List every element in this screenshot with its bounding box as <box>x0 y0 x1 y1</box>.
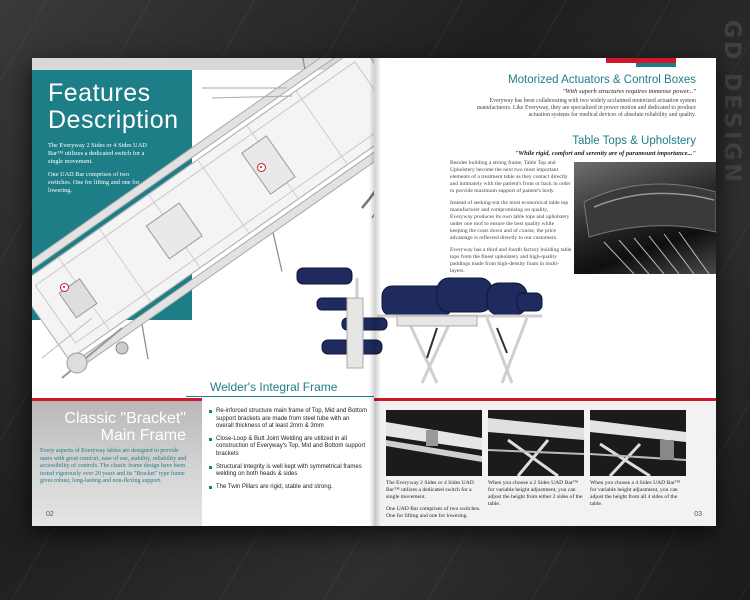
caption-1-p1: The Everyway 2 Sides or 4 Sides UAD Bar™ utilizes a dedicated switch for a single movement. <box>386 480 474 500</box>
welder-divider <box>186 396 374 397</box>
table-tops-p2: Instead of seeking-out the most economical table top manufacturer and compromising on quality, Everyway produces its own table tops and upholstery under one roof to ensure the best quality while keeping the costs down and of course, the price advantage is reflected directly to our customers. <box>450 200 570 241</box>
table-tops-quote: "While rigid, comfort and serenity are of paramount importance..." <box>514 150 696 157</box>
caption-1-p2: One UAD Bar comprises of two switches. One for lifting and one for lowering. <box>386 506 481 519</box>
hotspot-marker-2 <box>60 283 69 292</box>
hotspot-marker-1 <box>257 163 266 172</box>
welder-frame-title: Welder's Integral Frame <box>210 380 338 394</box>
bullet-item: Structural Integrity is well kept with symmetrical frames welding on both heads & sides <box>208 464 368 479</box>
table-tops-p1: Besides building a strong frame, Table Top and Upholstery become the next two most important elements of a treatment table as they contact directly and intimately with the patient's front or back in order to provide maximum support of patient's body. <box>450 160 571 194</box>
uad-bar-photo-3 <box>590 410 686 476</box>
book-spine-shadow <box>369 58 381 526</box>
caption-2 <box>488 480 584 513</box>
bullet-item: The Twin Pillars are rigid, stable and strong. <box>208 484 368 492</box>
classic-frame-body: Every aspects of Everyway tables are designed to provide users with great comfort, ease of use, stability, reliability and accessibility of controls. The classic frame design have been tested vigorously over 20 years and its "Bracket" type frame gives robust, long-lasting and non-flexing support. <box>40 448 187 485</box>
motor-title: Motorized Actuators & Control Boxes <box>508 74 696 86</box>
frame-bullet-list <box>208 408 368 496</box>
uad-bar-photo-1 <box>386 410 482 476</box>
page-number-right: 03 <box>694 511 702 518</box>
red-divider-right <box>374 398 716 401</box>
features-title <box>48 80 179 134</box>
classic-title-line1: Classic "Bracket" <box>64 410 186 427</box>
upholstery-photo <box>574 162 716 274</box>
brochure-spread <box>32 58 716 526</box>
table-tops-title: Table Tops & Upholstery <box>572 135 696 147</box>
features-title-line2: Description <box>48 106 179 134</box>
classic-title-line2: Main Frame <box>100 427 186 444</box>
features-intro <box>48 142 148 200</box>
table-tops-p3: Everyway has a third and fourth factory building table tops from the finest upholstery and high-quality paddings made from high-density foam in multi-layers. <box>450 247 572 274</box>
classic-frame-title <box>56 410 186 444</box>
motor-body: Everyway has been collaborating with two widely acclaimed motorized actuation system manufacturers. Like Everyway, they are specialized in power motion and dedicated to produce actuation systems for medical devices of absolute reliability and quality. <box>476 98 696 119</box>
caption-3-p1: When you choose a 4 Sides UAD Bar™ for variable height adjustment, you can adjust the height from all 4 sides of the table. <box>590 480 681 507</box>
teal-top-tab <box>636 63 676 67</box>
page-number-left: 02 <box>46 511 54 518</box>
bullet-item: Re-inforced structure main frame of Top, Mid and Bottom support brackets are made from steel tube with an overall thickness of at least 2mm & 3mm <box>208 408 368 431</box>
bullet-item: Close-Loop & Butt Joint Welding are utilized in all construction of Everyway's Top, Mid and Bottom support brackets <box>208 436 368 459</box>
features-intro-p1: The Everyway 2 Sides or 4 Sides UAD Bar™ utilizes a dedicated switch for a single movement. <box>48 142 147 165</box>
features-intro-p2: One UAD Bar comprises of two switches. One for lifting and one for lowering. <box>48 171 140 194</box>
watermark-logo: GD DESIGN <box>719 20 744 185</box>
features-title-line1: Features <box>48 79 151 107</box>
caption-3 <box>590 480 686 513</box>
adjustment-table-illustration <box>287 258 547 388</box>
motor-quote: "With superb structures requires immense power..." <box>562 88 696 95</box>
caption-1 <box>386 480 482 525</box>
uad-bar-photo-2 <box>488 410 584 476</box>
caption-2-p1: When you choose a 2 Sides UAD Bar™ for variable height adjustment, you can adjust the height from either 2 sides of the table. <box>488 480 583 507</box>
